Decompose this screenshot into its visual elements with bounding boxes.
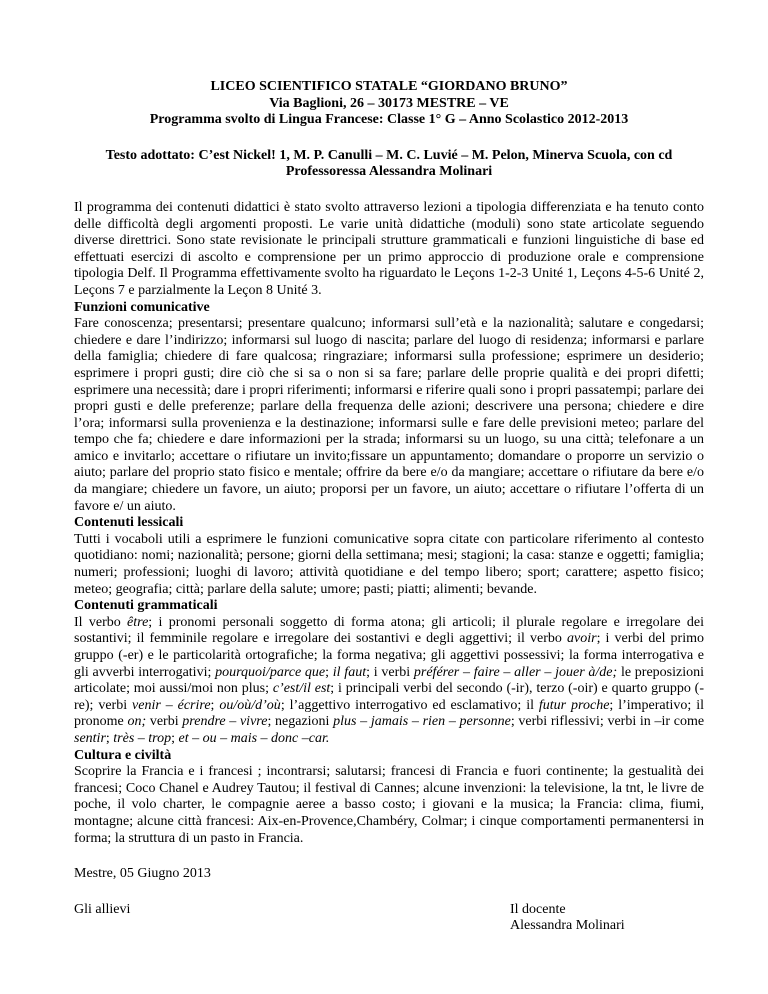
school-name: LICEO SCIENTIFICO STATALE “GIORDANO BRUNO” xyxy=(210,79,568,94)
document-body xyxy=(74,200,704,847)
grammar-term: c’est/il est xyxy=(272,681,331,697)
grammar-text: ; i pronomi personali soggetto di forma atona; gli articoli; il plurale regolare e irregolare dei sostantivi; il femminile regolare e irregolare dei sostantivi e degli aggettivi; il verbo xyxy=(74,614,704,647)
grammar-term: préférer – faire – aller – jouer à/de; xyxy=(413,664,618,680)
grammar-text: ; xyxy=(210,697,220,713)
grammar-term: très – trop xyxy=(113,730,172,746)
grammar-term: et – ou – mais – donc –car. xyxy=(178,730,330,746)
grammar-term: futur proche xyxy=(538,697,610,713)
grammar-term: pourquoi/parce que xyxy=(215,664,326,680)
section-text-lessicali: Tutti i vocaboli utili a esprimere le funzioni comunicative sopra citate con particolare riferimento al contesto quotidiano: nomi; nazionalità; persone; giorni della settimana; mesi; stagioni; la casa: stanze e oggetti; famiglia; numeri; professioni; luoghi di lavoro; attività quotidiane e del tempo libero; sport; carattere; aspetto fisico; meteo; geografia; città; parlare della salute; umore; pasti; piatti; alimenti; bevande. xyxy=(74,531,704,597)
grammar-term: prendre – vivre xyxy=(182,714,268,730)
teacher-line: Professoressa Alessandra Molinari xyxy=(285,164,493,180)
textbook-line: Testo adottato: C’est Nickel! 1, M. P. Canulli – M. C. Luvié – M. Pelon, Minerva Scuola, con cd xyxy=(105,147,673,163)
grammar-text: ; i principali verbi del secondo (-ir), terzo (-oir) e quarto gruppo (-re); verbi xyxy=(74,681,704,713)
students-signature: Gli allievi xyxy=(74,901,131,917)
grammar-term: sentir xyxy=(74,730,106,746)
grammar-term: il faut xyxy=(332,664,367,680)
grammar-text: ; xyxy=(171,730,179,746)
section-text-funzioni: Fare conoscenza; presentarsi; presentare qualcuno; informarsi sull’età e la nazionalità; salutare e congedarsi; chiedere e dare l’indirizzo; informarsi sul luogo di nascita; parlare del luogo di residenza; informarsi e parlare della famiglia; chiedere di fare qualcosa; ringraziare; informarsi sulla professione; esprimere un desiderio; esprimere i propri gusti; dire ciò che si sa o non si sa fare; parlare delle proprie qualità e dei propri difetti; esprimere una necessità; dare i propri riferimenti; informarsi e riferire quali sono i propri passatempi; parlare dei propri gusti e delle preferenze; parlare della frequenza delle azioni; descrivere una persona; chiedere e dire l’ora; informarsi sulla provenienza e la destinazione; informarsi sulle e fare delle previsioni meteo; parlare del tempo che fa; chiedere e dare informazioni per la strada; informarsi su un luogo, su una città; telefonare a un amico e invitarlo; accettare o rifiutare un invito;fissare un appuntamento; domandare o proporre un servizio o aiuto; parlare del proprio stato fisico e mentale; offrire da bere e/o da mangiare; accettare o rifiutare da bere e/o da mangiare; chiedere un favore, un aiuto; proporsi per un favore, un aiuto; accettare o rifiutare l’offerta di un favore e/ un aiuto. xyxy=(74,316,704,514)
grammar-term: venir – écrire xyxy=(132,697,211,713)
grammar-term: on; xyxy=(127,714,147,730)
grammar-text: ; xyxy=(325,664,333,680)
section-title-lessicali: Contenuti lessicali xyxy=(74,515,184,531)
grammar-term: ou/où/d’où xyxy=(219,697,281,713)
school-address: Via Baglioni, 26 – 30173 MESTRE – VE xyxy=(269,95,509,111)
teacher-name: Alessandra Molinari xyxy=(510,918,625,934)
teacher-title: Il docente xyxy=(510,901,566,917)
program-title: Programma svolto di Lingua Francese: Classe 1° G – Anno Scolastico 2012-2013 xyxy=(149,112,629,128)
section-title-cultura: Cultura e civiltà xyxy=(74,747,172,763)
grammar-text: verbi xyxy=(146,714,183,730)
teacher-signature xyxy=(510,902,625,935)
grammar-term: être xyxy=(127,614,149,630)
intro-paragraph: Il programma dei contenuti didattici è stato svolto attraverso lezioni a tipologia differenziata e ha tenuto conto delle difficoltà degli argomenti proposti. Le varie unità didattiche (moduli) sono state articolate seguendo diverse direttrici. Sono state revisionate le principali strutture grammaticali e funzioni linguistiche di base ed effettuati esercizi di ascolto e comprensione per un primo approccio di produzione orale e comprensione tipologia Delf. Il Programma effettivamente svolto ha riguardato le Leçons 1-2-3 Unité 1, Leçons 4-5-6 Unité 2, Leçons 7 e parzialmente la Leçon 8 Unité 3. xyxy=(74,199,704,298)
grammar-text: ; verbi riflessivi; verbi in –ir come xyxy=(510,714,705,730)
grammar-term: plus – jamais – rien – personne xyxy=(333,714,511,730)
signature-block xyxy=(74,902,704,942)
grammar-text: ; xyxy=(105,730,114,746)
grammar-text: ; l’imperativo; il pronome xyxy=(74,697,704,730)
grammar-text: ; i verbi xyxy=(366,664,414,680)
section-text-grammaticali xyxy=(74,615,704,748)
grammar-text: Il verbo xyxy=(74,614,128,630)
grammar-text: ; negazioni xyxy=(267,714,334,730)
section-title-grammaticali: Contenuti grammaticali xyxy=(74,598,218,614)
document-header xyxy=(74,79,704,129)
document-date: Mestre, 05 Giugno 2013 xyxy=(74,866,211,882)
section-text-cultura: Scoprire la Francia e i francesi ; incontrarsi; salutarsi; francesi di Francia e fuori continente; la gestualità dei francesi; Coco Chanel e Audrey Tautou; il festival di Cannes; alcune invenzioni: la televisione, la tnt, le livre de poche, il volo charter, le compagnie aeree a basso costo; i giovani e la musica; la Francia: clima, fiumi, montagne; alcune città francesi: Aix-en-Provence,Chambéry, Colmar; i cinque comportamenti permanentersi in forma; la struttura di un pasto in Francia. xyxy=(74,764,704,846)
textbook-info xyxy=(74,148,704,181)
grammar-term: avoir xyxy=(567,631,597,647)
grammar-text: ; l’aggettivo interrogativo ed esclamativo; il xyxy=(280,697,539,713)
grammar-text: le preposizioni articolate; moi aussi/moi non plus; xyxy=(74,664,704,697)
grammar-text: ; i verbi del primo gruppo (-er) e le particolarità ortografiche; la forma negativa; gli aggettivi possessivi; la forma interrogativa e gli avverbi interrogativi; xyxy=(74,631,704,680)
section-title-funzioni: Funzioni comunicative xyxy=(74,299,210,315)
